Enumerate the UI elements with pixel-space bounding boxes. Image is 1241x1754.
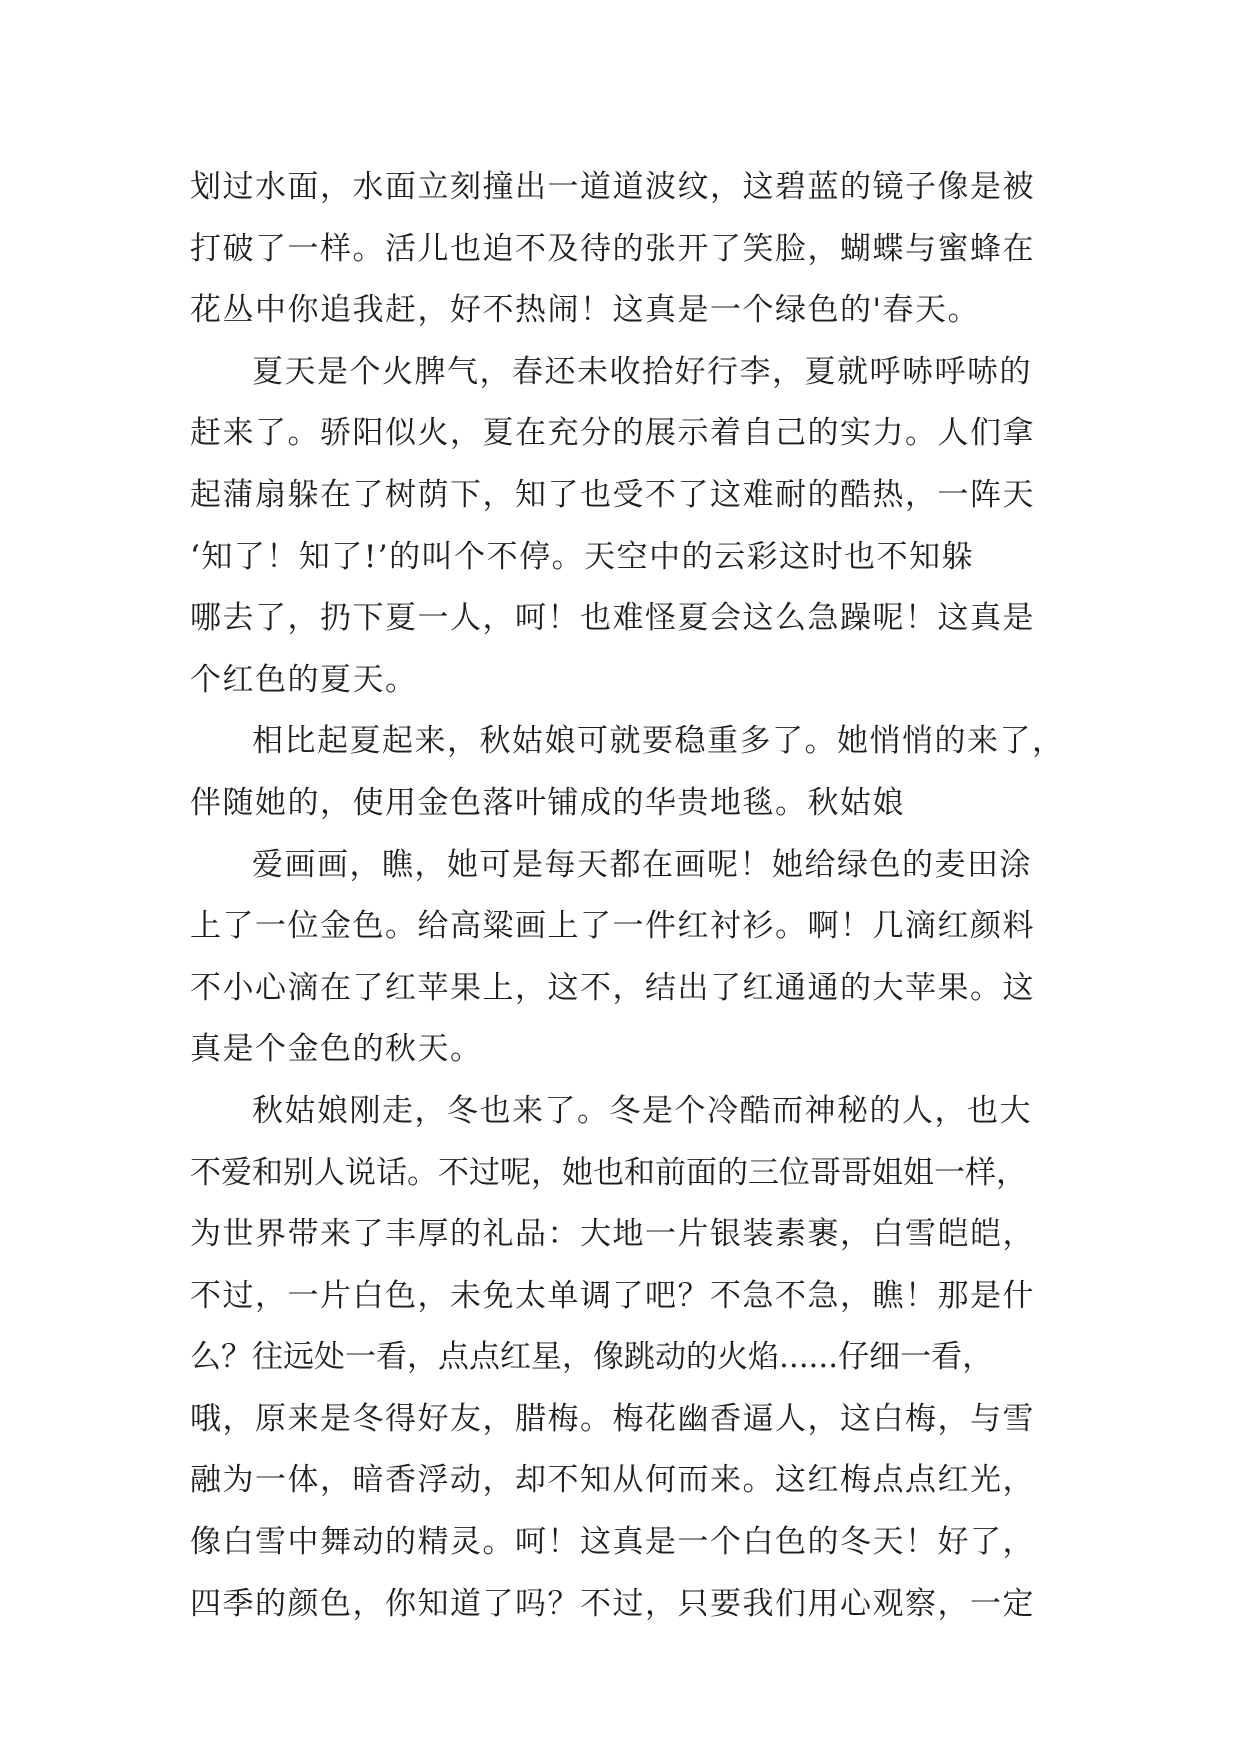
text-line: 个红色的夏天。 xyxy=(190,661,418,698)
text-line: 融为一体，暗香浮动，却不知从何而来。这红梅点点红光， xyxy=(190,1462,1035,1499)
text-line: 么？往远处一看，点点红星，像跳动的火焰......仔细一看， xyxy=(190,1339,994,1376)
paragraph-start-line: 夏天是个火脾气，春还未收拾好行李，夏就呼哧呼哧的 xyxy=(252,353,1032,390)
text-line: 上了一位金色。给高粱画上了一件红衬衫。啊！几滴红颜料 xyxy=(190,908,1035,945)
paragraph-start-line: 秋姑娘刚走，冬也来了。冬是个冷酷而神秘的人，也大 xyxy=(252,1092,1032,1129)
text-line: 花丛中你追我赶，好不热闹！这真是一个绿色的'春天。 xyxy=(190,292,981,329)
text-line: 哦，原来是冬得好友，腊梅。梅花幽香逼人，这白梅，与雪 xyxy=(190,1400,1035,1437)
text-line: ‘知了！知了!’的叫个不停。天空中的云彩这时也不知躲 xyxy=(190,538,975,575)
text-line: 像白雪中舞动的精灵。呵！这真是一个白色的冬天！好了， xyxy=(190,1524,1035,1561)
text-line: 起蒲扇躲在了树荫下，知了也受不了这难耐的酷热，一阵天 xyxy=(190,476,1035,513)
text-line: 划过水面，水面立刻撞出一道道波纹，这碧蓝的镜子像是被 xyxy=(190,169,1035,205)
text-line: 伴随她的，使用金色落叶铺成的华贵地毯。秋姑娘 xyxy=(190,784,905,821)
text-line: 不过，一片白色，未免太单调了吧？不急不急，瞧！那是什 xyxy=(190,1277,1035,1314)
text-line: 真是个金色的秋天。 xyxy=(190,1031,483,1068)
paragraph-start-line: 爱画画，瞧，她可是每天都在画呢！她给绿色的麦田涂 xyxy=(252,846,1032,883)
text-line: 哪去了，扔下夏一人，呵！也难怪夏会这么急躁呢！这真是 xyxy=(190,600,1035,637)
text-line: 不小心滴在了红苹果上，这不，结出了红通通的大苹果。这 xyxy=(190,969,1035,1006)
text-line: 打破了一样。活儿也迫不及待的张开了笑脸，蝴蝶与蜜蜂在 xyxy=(190,230,1035,267)
text-line: 不爱和别人说话。不过呢，她也和前面的三位哥哥姐姐一样， xyxy=(190,1154,1027,1191)
text-line: 赶来了。骄阳似火，夏在充分的展示着自己的实力。人们拿 xyxy=(190,415,1035,452)
text-line: 四季的颜色，你知道了吗？不过，只要我们用心观察，一定 xyxy=(190,1585,1035,1622)
body-text xyxy=(190,157,1070,1635)
text-line: 为世界带来了丰厚的礼品：大地一片银装素裹，白雪皑皑， xyxy=(190,1216,1035,1253)
paragraph-start-line: 相比起夏起来，秋姑娘可就要稳重多了。她悄悄的来了， xyxy=(252,723,1065,760)
